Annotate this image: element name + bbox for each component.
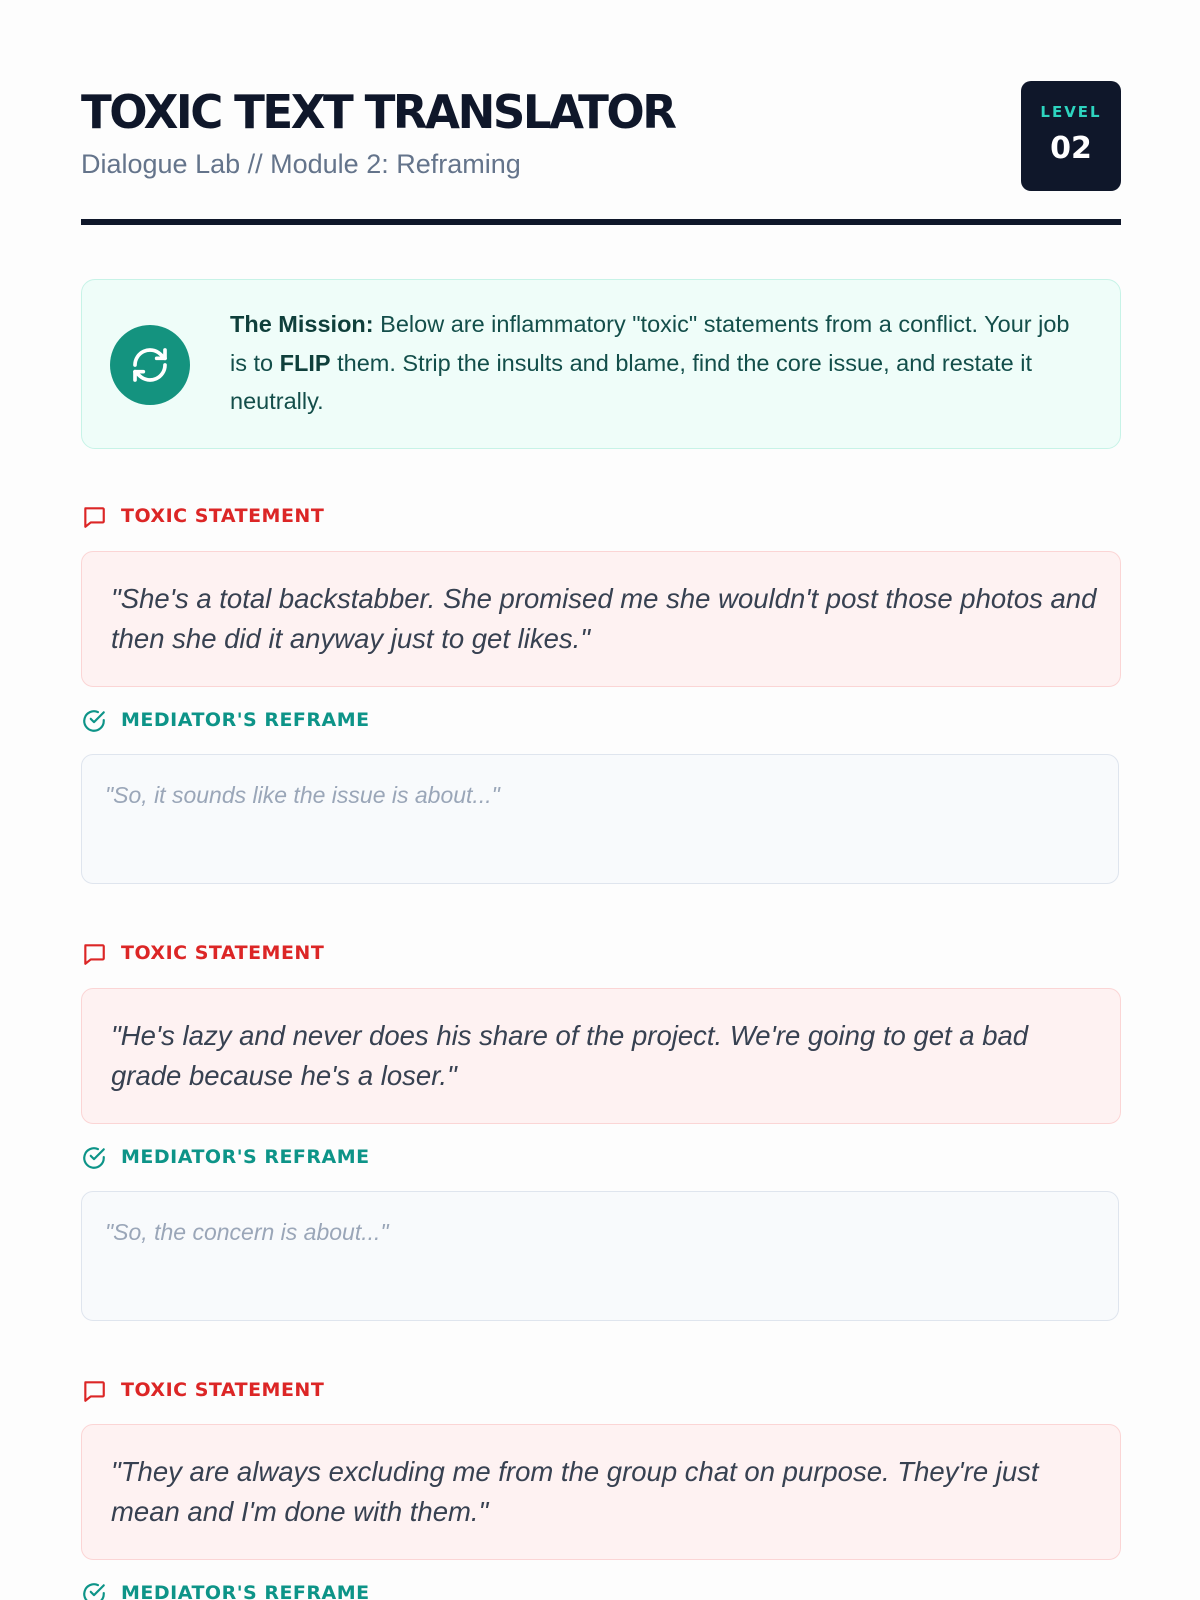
toxic-statement-3: "They are always excluding me from the group chat on purpose. They're just mean and I'm done with them." (111, 1456, 1039, 1527)
level-badge (1021, 81, 1121, 191)
mission-text (230, 305, 1090, 421)
mission-lead: The Mission: (230, 311, 374, 337)
speech-bubble-icon (81, 504, 107, 530)
toxic-statement-card-1 (81, 551, 1121, 687)
toxic-label-text: TOXIC STATEMENT (121, 1379, 325, 1401)
toxic-label-3 (81, 1376, 681, 1406)
toxic-label-1 (81, 502, 681, 532)
header-divider (81, 219, 1121, 225)
check-circle-icon (81, 1145, 107, 1171)
reframe-label-text: MEDIATOR'S REFRAME (121, 1146, 370, 1168)
mission-text-1: Below are inflammatory "toxic" statements from a conflict. Your job is to (230, 311, 1070, 376)
toxic-label-2 (81, 939, 681, 969)
toxic-label-text: TOXIC STATEMENT (121, 942, 325, 964)
reframe-label-3 (81, 1579, 681, 1600)
refresh-icon (130, 345, 170, 385)
mission-icon (110, 325, 190, 405)
mission-emphasis: FLIP (279, 349, 331, 376)
speech-bubble-icon (81, 1378, 107, 1404)
reframe-label-text: MEDIATOR'S REFRAME (121, 1582, 370, 1600)
level-label: LEVEL (1040, 103, 1102, 121)
page-subtitle: Dialogue Lab // Module 2: Reframing (81, 149, 521, 179)
toxic-statement-1: "She's a total backstabber. She promised me she wouldn't post those photos and then she did it anyway just to get likes." (111, 583, 1097, 654)
page-title: TOXIC TEXT TRANSLATOR (81, 85, 675, 139)
toxic-statement-card-2 (81, 988, 1121, 1124)
check-circle-icon (81, 1581, 107, 1600)
reframe-input-2[interactable] (81, 1191, 1119, 1321)
reframe-label-2 (81, 1143, 681, 1173)
level-value: 02 (1050, 131, 1092, 166)
toxic-statement-2: "He's lazy and never does his share of the project. We're going to get a bad grade because he's a loser." (111, 1020, 1029, 1091)
mission-box (81, 279, 1121, 449)
page-header (81, 79, 1121, 224)
toxic-label-text: TOXIC STATEMENT (121, 505, 325, 527)
reframe-label-1 (81, 706, 681, 736)
reframe-label-text: MEDIATOR'S REFRAME (121, 709, 370, 731)
reframe-input-1[interactable] (81, 754, 1119, 884)
speech-bubble-icon (81, 941, 107, 967)
mission-text-2: them. Strip the insults and blame, find the core issue, and restate it neutrally. (230, 349, 1033, 414)
page (81, 0, 1121, 1600)
toxic-statement-card-3 (81, 1424, 1121, 1560)
check-circle-icon (81, 708, 107, 734)
